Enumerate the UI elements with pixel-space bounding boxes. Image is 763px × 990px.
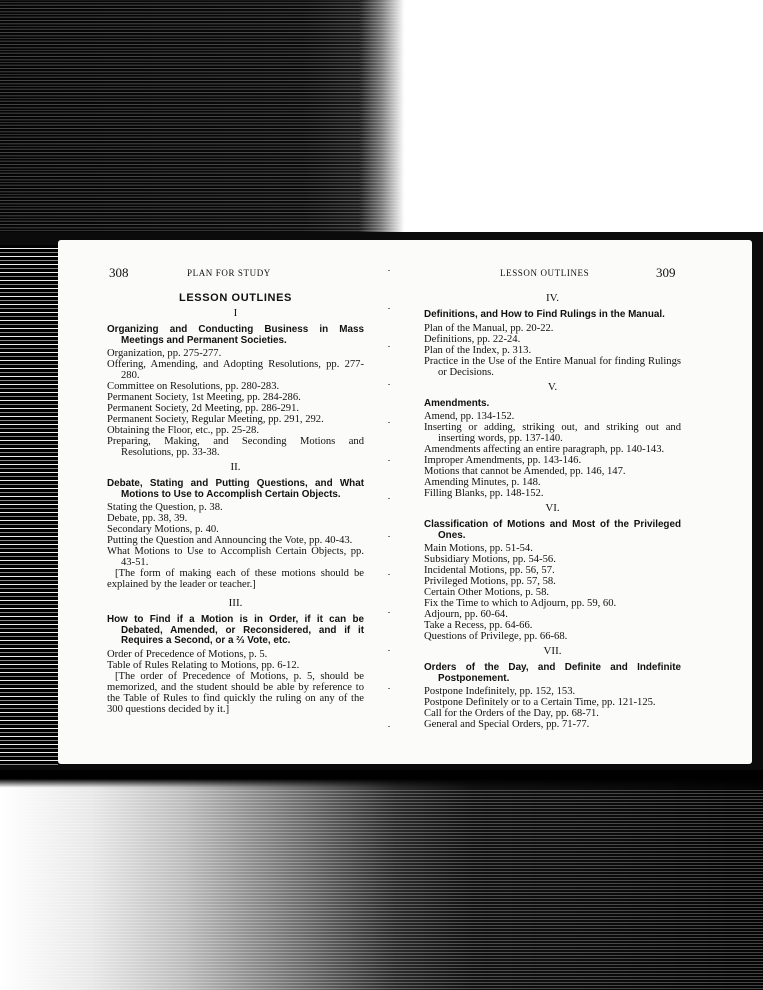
lesson-entry: Offering, Amending, and Adopting Resolutions, pp. 277-280. (107, 359, 364, 381)
gutter (388, 270, 390, 740)
section-heading: Orders of the Day, and Definite and Indefinite Postponement. (424, 662, 681, 684)
lesson-section-3 (107, 598, 364, 715)
lesson-entry: Main Motions, pp. 51-54. (424, 543, 533, 554)
lesson-entry: Obtaining the Floor, etc., pp. 25-28. (107, 425, 259, 436)
lesson-entry: Improper Amendments, pp. 143-146. (424, 455, 582, 466)
section-numeral: III. (228, 597, 243, 609)
lesson-entry: Postpone Definitely or to a Certain Time, pp. 121-125. (424, 697, 656, 708)
lesson-entry: Committee on Resolutions, pp. 280-283. (107, 381, 280, 392)
lesson-entry: Plan of the Index, p. 313. (424, 344, 532, 356)
section-heading: Organizing and Conducting Business in Mass Meetings and Permanent Societies. (107, 324, 364, 346)
lesson-entry: Filling Blanks, pp. 148-152. (424, 488, 544, 499)
lesson-entry: Permanent Society, Regular Meeting, pp. 291, 292. (107, 414, 324, 425)
lesson-entry: Permanent Society, 2d Meeting, pp. 286-291. (107, 403, 300, 414)
lesson-section-7 (424, 646, 681, 730)
right-page-number: 309 (656, 265, 676, 280)
lesson-section-6 (424, 503, 681, 642)
section-numeral: II. (230, 461, 241, 473)
lesson-entry: Adjourn, pp. 60-64. (424, 609, 508, 620)
lesson-entry: Order of Precedence of Motions, p. 5. (107, 648, 268, 660)
lesson-entry: General and Special Orders, pp. 71-77. (424, 719, 590, 730)
scan-noise-bottom-stripes (0, 790, 763, 990)
lesson-note: [The order of Precedence of Motions, p. 5, should be memorized, and the student should be able by reference to the Table of Rules to find quickly the ruling on any of the 300 questions decided by it.] (107, 670, 364, 715)
lesson-entry: Call for the Orders of the Day, pp. 68-71. (424, 708, 599, 719)
lesson-entry: Organization, pp. 275-277. (107, 348, 222, 359)
lesson-section-5 (424, 382, 681, 500)
section-heading: Amendments. (424, 397, 490, 409)
right-running-head: LESSON OUTLINES (500, 268, 590, 278)
lesson-entry: Secondary Motions, p. 40. (107, 524, 219, 535)
lesson-entry: Plan of the Manual, pp. 20-22. (424, 322, 554, 334)
lesson-entry: Debate, pp. 38, 39. (107, 513, 188, 524)
lesson-entry: Putting the Question and Announcing the Vote, pp. 40-43. (107, 535, 353, 546)
lesson-section-2 (107, 462, 364, 590)
lesson-entry: Incidental Motions, pp. 56, 57. (424, 565, 555, 576)
lesson-note: [The form of making each of these motions should be explained by the leader or teacher.] (107, 568, 364, 590)
section-numeral: VI. (545, 502, 560, 514)
lesson-entry: Permanent Society, 1st Meeting, pp. 284-286. (107, 392, 301, 403)
page-title: LESSON OUTLINES (179, 292, 292, 304)
section-heading: Classification of Motions and Most of the Privileged Ones. (424, 519, 681, 541)
lesson-section-4 (424, 293, 681, 378)
section-numeral: I (233, 307, 238, 319)
lesson-entry: Amend, pp. 134-152. (424, 411, 515, 422)
lesson-entry: Table of Rules Relating to Motions, pp. 6-12. (107, 659, 300, 671)
lesson-entry: Questions of Privilege, pp. 66-68. (424, 631, 568, 642)
right-page-column (424, 270, 681, 730)
lesson-entry: Privileged Motions, pp. 57, 58. (424, 576, 556, 587)
lesson-entry: Definitions, pp. 22-24. (424, 333, 521, 345)
lesson-entry: Certain Other Motions, p. 58. (424, 587, 550, 598)
lesson-entry: Stating the Question, p. 38. (107, 502, 223, 513)
lesson-entry: Amending Minutes, p. 148. (424, 477, 541, 488)
section-numeral: V. (547, 380, 558, 393)
lesson-entry: Practice in the Use of the Entire Manual for finding Rulings or Decisions. (424, 355, 681, 378)
left-running-head: PLAN FOR STUDY (187, 268, 271, 278)
lesson-entry: Inserting or adding, striking out, and striking out and inserting words, pp. 137-140. (424, 422, 681, 444)
section-numeral: IV. (546, 292, 559, 304)
lesson-entry: What Motions to Use to Accomplish Certain Objects, pp. 43-51. (107, 546, 364, 568)
section-heading: Debate, Stating and Putting Questions, and What Motions to Use to Accomplish Certain Objects. (107, 478, 364, 500)
lesson-entry: Motions that cannot be Amended, pp. 146, 147. (424, 466, 626, 477)
lesson-entry: Preparing, Making, and Seconding Motions and Resolutions, pp. 33-38. (107, 436, 364, 458)
lesson-entry: Amendments affecting an entire paragraph, pp. 140-143. (424, 444, 665, 455)
section-heading: Definitions, and How to Find Rulings in the Manual. (424, 309, 665, 320)
section-numeral: VII. (543, 645, 562, 657)
lesson-entry: Postpone Indefinitely, pp. 152, 153. (424, 686, 576, 697)
scan-noise-top-stripes (0, 0, 360, 232)
left-page-column (107, 270, 364, 715)
left-page-number: 308 (109, 265, 129, 280)
lesson-section-1 (107, 308, 364, 458)
section-heading: How to Find if a Motion is in Order, if it can be Debated, Amended, or Reconsidered, and if it Requires a Second, or a ⅔ Vote, etc. (107, 614, 364, 646)
book-spread (58, 240, 752, 764)
lesson-entry: Fix the Time to which to Adjourn, pp. 59, 60. (424, 598, 617, 609)
scan-noise-left-edge (0, 245, 58, 765)
lesson-entry: Take a Recess, pp. 64-66. (424, 620, 533, 631)
lesson-entry: Subsidiary Motions, pp. 54-56. (424, 554, 556, 565)
